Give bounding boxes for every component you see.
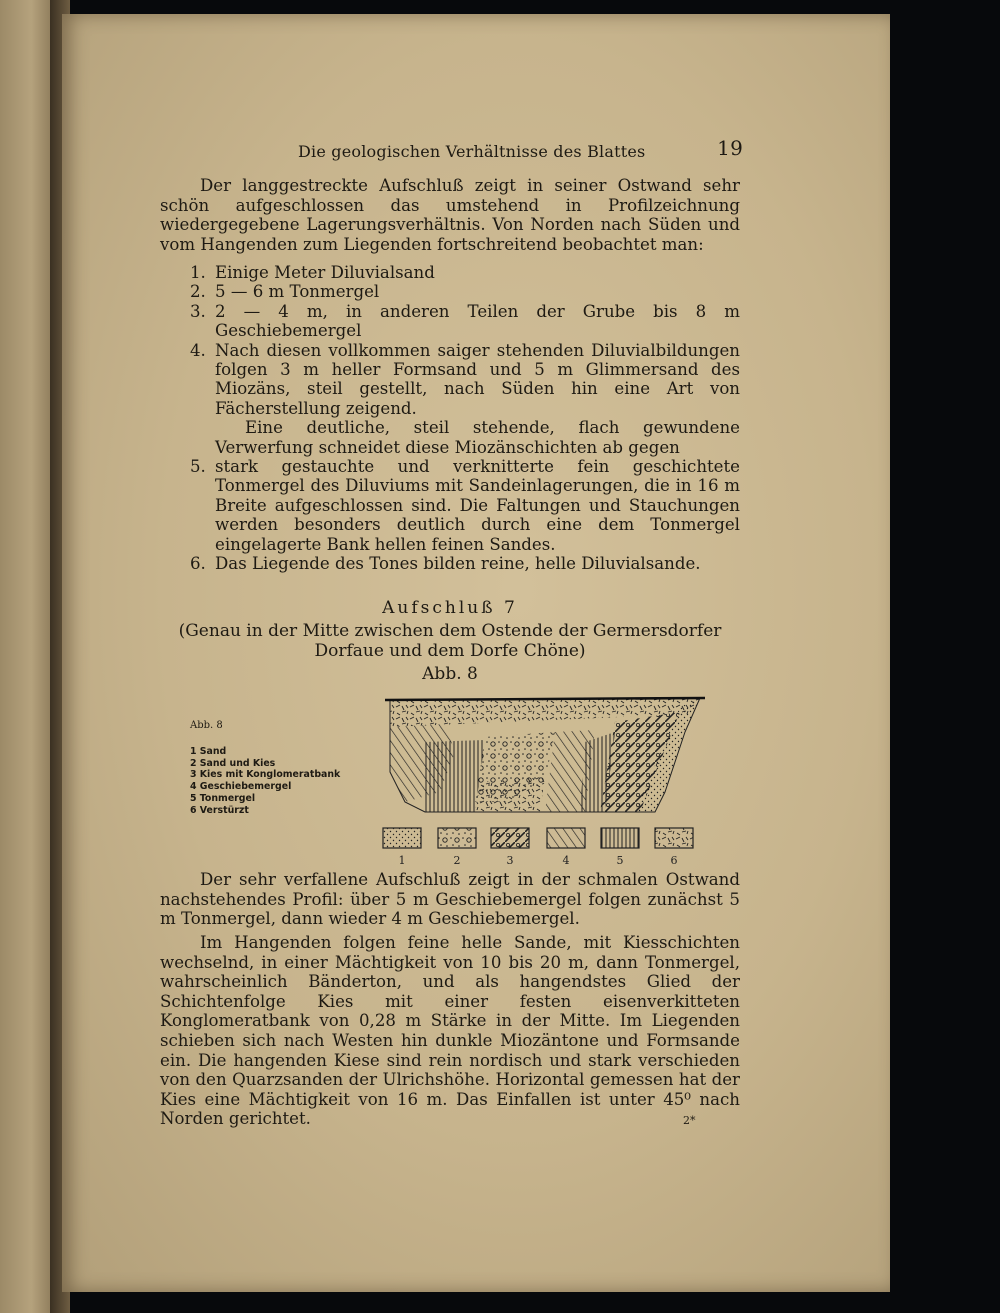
geological-profile-figure <box>185 692 715 872</box>
key-box-till <box>547 828 585 848</box>
page-header <box>298 136 743 164</box>
profile-section <box>385 698 705 812</box>
key-box-clay-marl <box>601 828 639 848</box>
key-number: 3 <box>506 854 514 867</box>
key-number: 5 <box>616 854 624 867</box>
key-number: 6 <box>670 854 678 867</box>
list-subparagraph: Eine deutliche, steil stehende, flach gewundene Verwerfung schneidet diese Miozänschichten ab gegen <box>215 418 740 457</box>
pattern-key <box>383 828 693 848</box>
key-box-sand-gravel <box>438 828 476 848</box>
legend-item: 2 Sand und Kies <box>190 757 276 769</box>
legend-item: 1 Sand <box>190 745 227 757</box>
list-item: 2. 5 — 6 m Tonmergel <box>190 282 380 302</box>
running-title: Die geologischen Verhältnisse des Blattes <box>298 142 646 161</box>
paragraph-hangend: Im Hangenden folgen feine helle Sande, mit Kiesschichten wechselnd, in einer Mächtigkeit von 10 bis 20 m, dann Tonmergel, wahrscheinlich Bänderton, und als hangendstes Glied der Schichtenfolge Kies mit einer festen eisenverkitteten Konglomeratbank von 0,28 m Stärke in der Mitte. Im Liegenden schieben sich nach Westen hin dunkle Miozäntone und Formsande ein. Die hangenden Kiese sind rein nordisch und stark verschieden von den Quarzsanden der Ulrichshöhe. Horizontal gemessen hat der Kies eine Mächtigkeit von 16 m. Das Einfallen ist unter 45⁰ nach Norden gerichtet. <box>160 933 740 1129</box>
list-item: 4. Nach diesen vollkommen saiger stehenden Diluvialbildungen folgen 3 m heller Formsand und 5 m Glimmersand des Miozäns, steil gestellt, nach Süden hin eine Art von Fächerstellung zeigend. <box>190 340 740 418</box>
list-item: 1. Einige Meter Diluvialsand <box>190 263 435 282</box>
key-number: 1 <box>398 854 406 867</box>
legend-item: 6 Verstürzt <box>190 804 249 816</box>
key-box-gravel-conglomerate <box>491 828 529 848</box>
key-box-slumped <box>655 828 693 848</box>
page-number: 19 <box>717 136 743 160</box>
left-page-edge <box>0 0 52 1313</box>
legend-item: 4 Geschiebemergel <box>190 781 292 793</box>
list-item: 3. 2 — 4 m, in anderen Teilen der Grube bis 8 m Geschiebemergel <box>190 301 740 341</box>
legend-item: 3 Kies mit Konglomeratbank <box>190 769 341 781</box>
section-title: Aufschluß 7 <box>382 598 518 618</box>
signature-mark: 2* <box>683 1114 696 1127</box>
layer-list <box>160 263 740 574</box>
list-item: 5. stark gestauchte und verknitterte fein geschichtete Tonmergel des Diluviums mit Sandeinlagerungen, die in 16 m Breite aufgeschlossen sind. Die Faltungen und Stauchungen werden besonders deutlich durch eine dem Tonmergel eingelagerte Bank hellen feinen Sandes. <box>190 457 740 554</box>
paragraph-profile: Der sehr verfallene Aufschluß zeigt in der schmalen Ostwand nachstehendes Profil: über 5 m Geschiebemergel folgen zunächst 5 m Tonmergel, dann wieder 4 m Geschiebemergel. <box>160 870 740 929</box>
list-item: 6. Das Liegende des Tones bilden reine, helle Diluvialsande. <box>190 554 701 574</box>
figure-label: Abb. 8 <box>190 720 223 731</box>
legend-item: 5 Tonmergel <box>190 792 256 804</box>
key-number: 4 <box>562 854 570 867</box>
key-box-sand <box>383 828 421 848</box>
intro-paragraph: Der langgestreckte Aufschluß zeigt in seiner Ostwand sehr schön aufgeschlossen das umstehend in Profilzeichnung wiedergegebene Lagerungsverhältnis. Von Norden nach Süden und vom Hangenden zum Liegenden fortschreitend beobachtet man: <box>160 176 740 254</box>
figure-caption: Abb. 8 <box>422 664 478 684</box>
section-subtitle: (Genau in der Mitte zwischen dem Ostende der Germersdorfer Dorfaue und dem Dorfe Chöne) <box>178 621 722 661</box>
key-number: 2 <box>453 854 461 867</box>
key-numbers <box>399 854 678 867</box>
